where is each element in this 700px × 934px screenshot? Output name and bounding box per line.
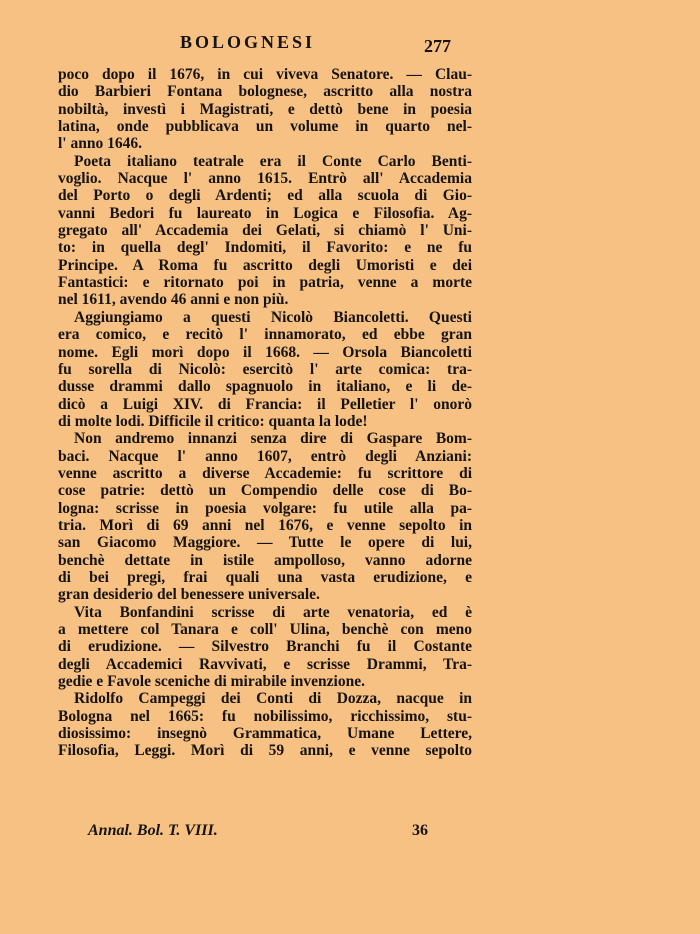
text-line: diosissimo: insegnò Grammatica, Umane Lettere, [58,725,472,743]
text-line: era comico, e recitò l' innamorato, ed ebbe gran [58,326,472,344]
text-line: gregato all' Accademia dei Gelati, si chiamò l' Uni- [58,222,472,240]
text-line: degli Accademici Ravvivati, e scrisse Drammi, Tra- [58,655,472,673]
text-line: di bei pregi, frai quali una vasta erudizione, e [58,568,472,586]
text-line: nobiltà, investì i Magistrati, e dettò bene in poesia [58,100,472,118]
text-line: to: in quella degl' Indomiti, il Favorito: e ne fu [58,239,472,257]
text-line: Filosofia, Leggi. Morì di 59 anni, e venne sepolto [58,742,472,760]
text-line: gran desiderio del benessere universale. [58,586,320,604]
text-line: cose patrie: dettò un Compendio delle cose di Bo- [58,482,472,500]
text-line: Fantastici: e ritornato poi in patria, venne a morte [58,274,472,292]
text-line: nome. Egli morì dopo il 1668. — Orsola Biancoletti [58,343,472,361]
text-line: l' anno 1646. [58,135,142,153]
running-title: BOLOGNESI [180,32,316,52]
text-line: poco dopo il 1676, in cui viveva Senatore. — Clau- [58,66,472,83]
text-line: di molte lodi. Difficile il critico: quanta la lode! [58,412,368,430]
text-line: dusse drammi dallo spagnuolo in italiano, e li de- [58,378,472,396]
text-line: dio Barbieri Fontana bolognese, ascritto alla nostra [58,83,472,101]
text-line: Bologna nel 1665: fu nobilissimo, ricchissimo, stu- [58,707,472,725]
page-header [0,32,700,58]
text-line: a mettere col Tanara e coll' Ulina, benchè con meno [58,621,472,638]
text-line: di erudizione. — Silvestro Branchi fu il Costante [58,638,472,656]
text-line: Non andremo innanzi senza dire di Gaspare Bom- [74,430,472,448]
signature-number: 36 [412,822,428,839]
text-line: vanni Bedori fu laureato in Logica e Filosofia. Ag- [58,204,472,222]
text-line: voglio. Nacque l' anno 1615. Entrò all' Accademia [58,170,472,188]
text-line: Ridolfo Campeggi dei Conti di Dozza, nacque in [74,690,472,708]
page-footer [0,822,700,844]
body-text [58,66,472,760]
text-line: latina, onde pubblicava un volume in quarto nel- [58,118,472,136]
text-line: nel 1611, avendo 46 anni e non più. [58,291,289,309]
text-line: san Giacomo Maggiore. — Tutte le opere di lui, [58,534,472,552]
printer-signature: Annal. Bol. T. VIII. [88,822,218,839]
text-line: fu sorella di Nicolò: esercitò l' arte comica: tra- [58,360,472,378]
text-line: tria. Morì di 69 anni nel 1676, e venne sepolto in [58,516,472,534]
text-line: benchè dettate in istile ampolloso, vanno adorne [58,551,472,569]
page-number: 277 [424,36,451,56]
text-line: dicò a Luigi XIV. di Francia: il Pelletier l' onorò [58,395,472,413]
text-line: Vita Bonfandini scrisse di arte venatoria, ed è [74,603,472,621]
text-line: logna: scrisse in poesia volgare: fu utile alla pa- [58,499,472,517]
text-line: venne ascritto a diverse Accademie: fu scrittore di [58,464,472,482]
text-line: Aggiungiamo a questi Nicolò Biancoletti. Questi [74,308,472,326]
text-line: gedie e Favole sceniche di mirabile invenzione. [58,673,365,691]
text-line: baci. Nacque l' anno 1607, entrò degli Anziani: [58,447,472,465]
text-line: Principe. A Roma fu ascritto degli Umoristi e dei [58,256,472,274]
text-line: Poeta italiano teatrale era il Conte Carlo Benti- [74,152,472,170]
text-line: del Porto o degli Ardenti; ed alla scuola di Gio- [58,187,472,205]
